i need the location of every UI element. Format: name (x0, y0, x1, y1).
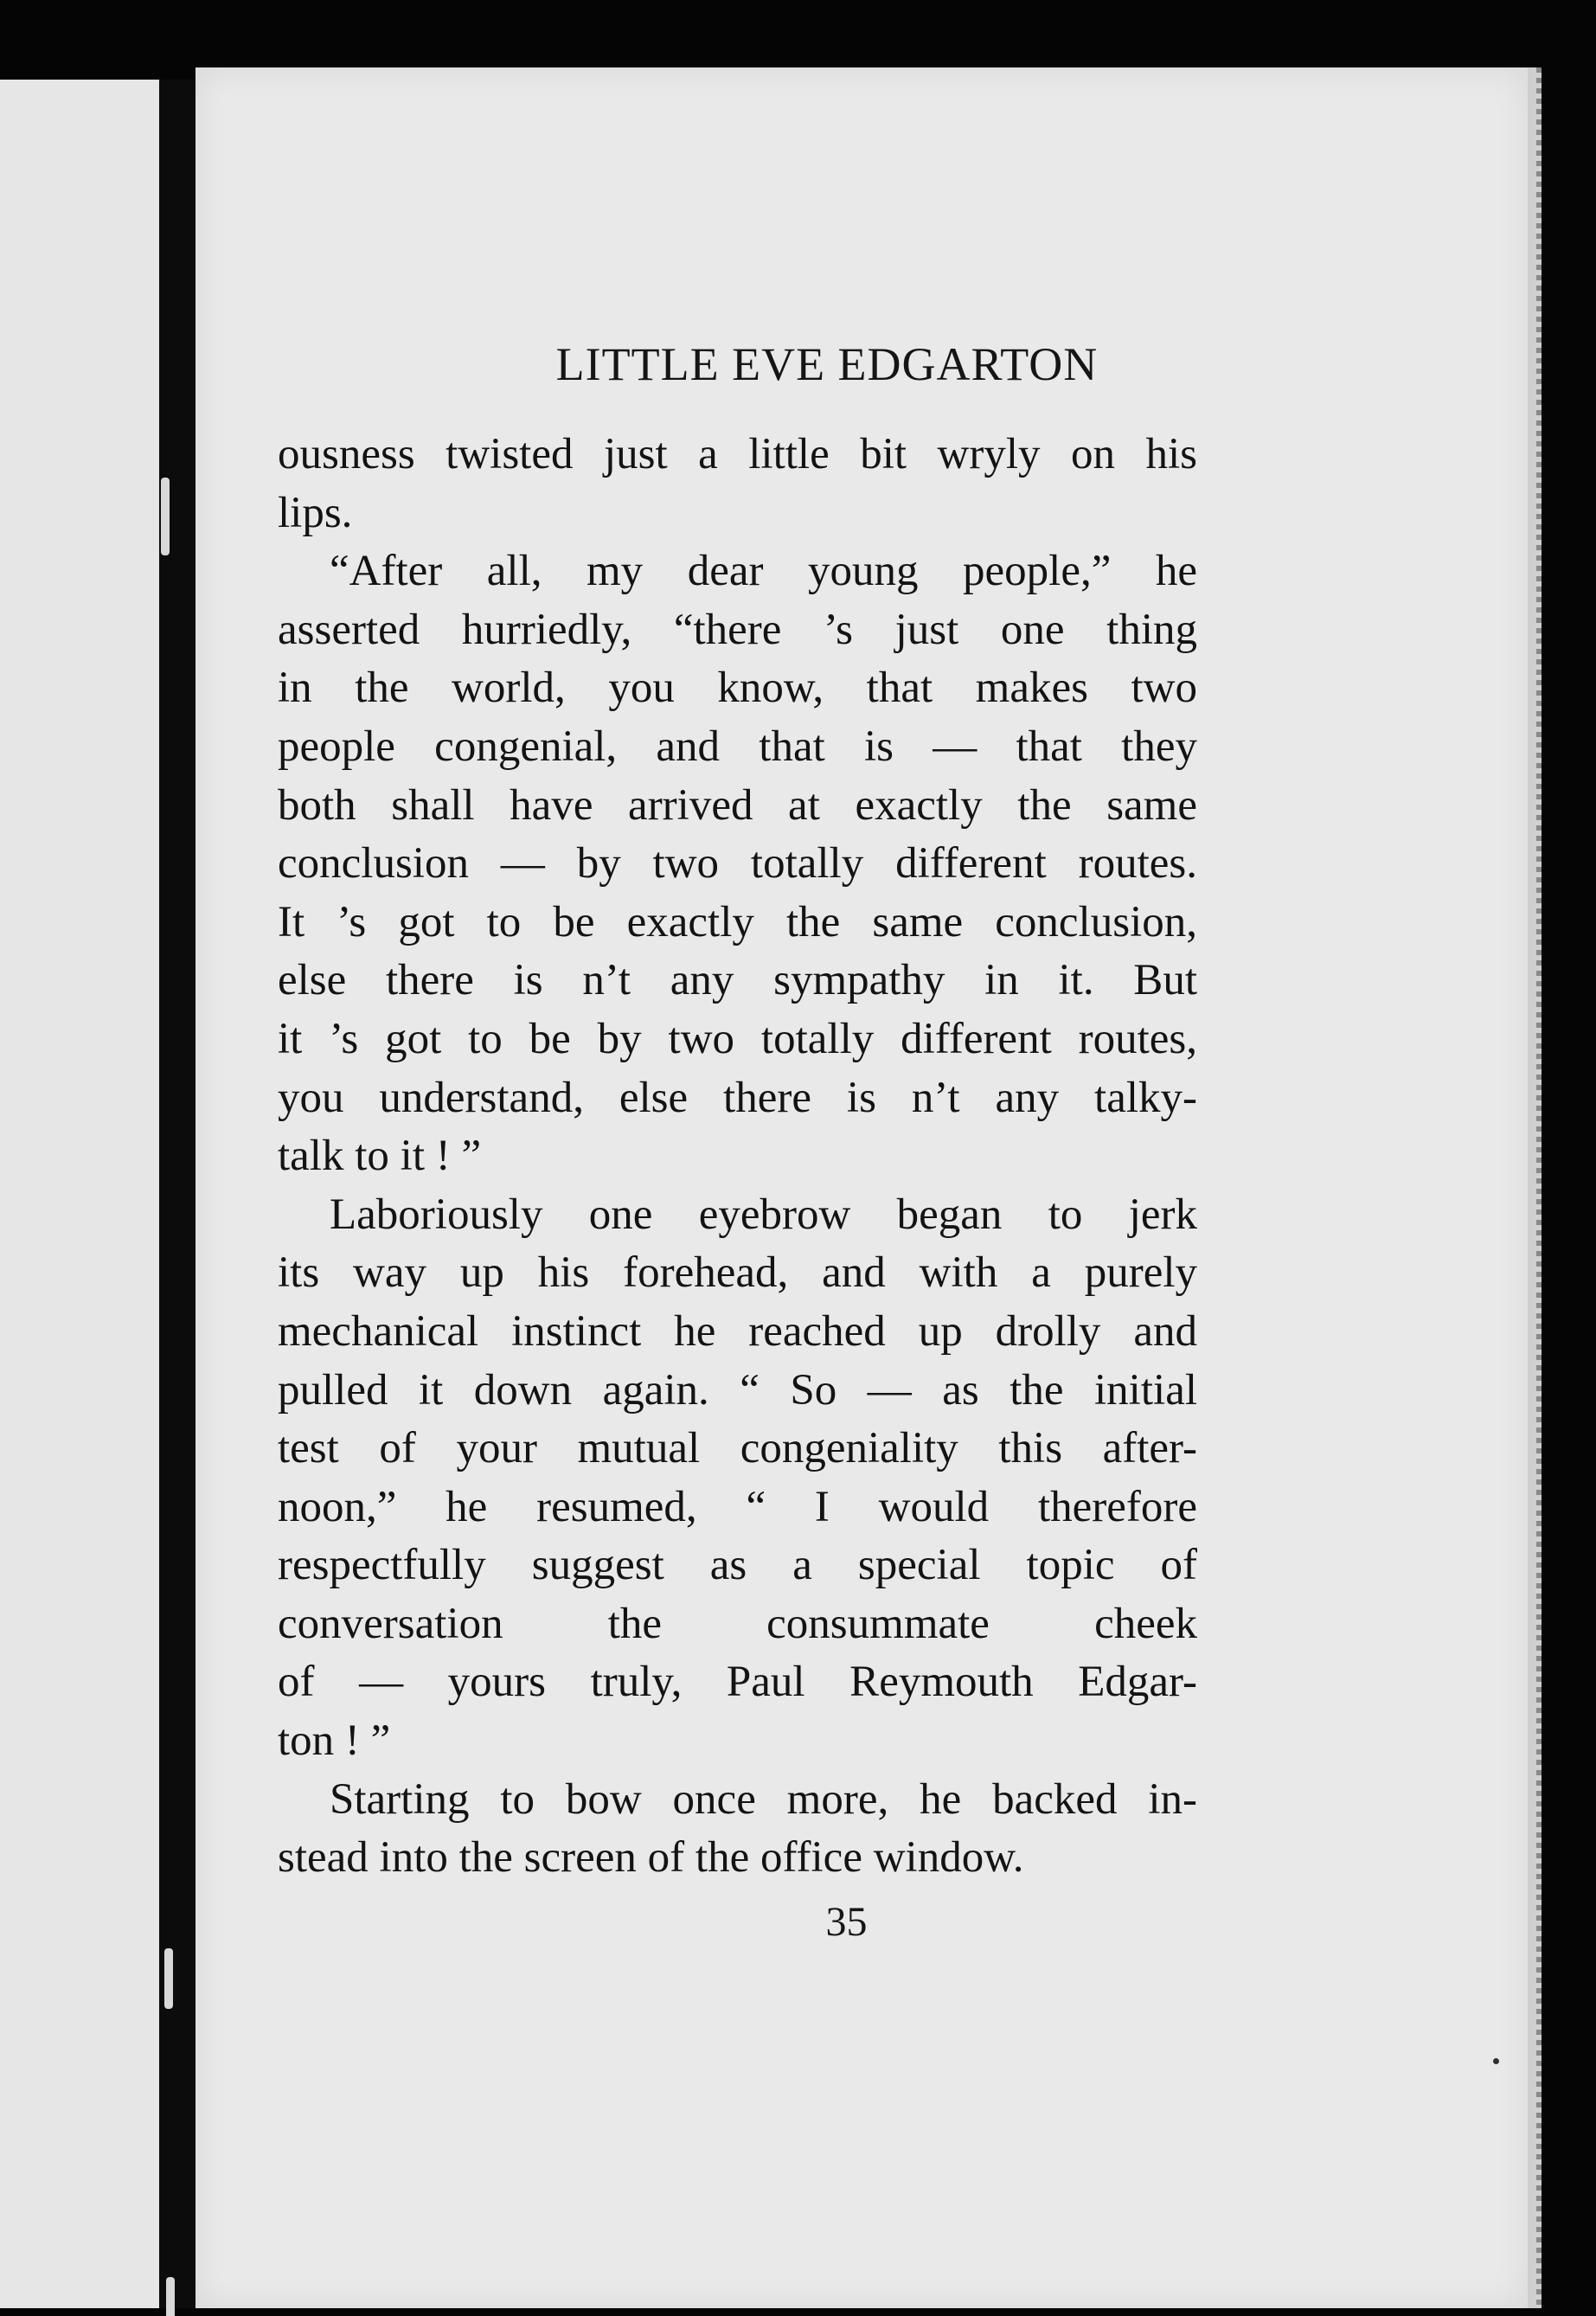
running-head: LITTLE EVE EDGARTON (555, 338, 1099, 390)
paragraph-eyebrow (278, 1186, 1197, 1771)
text-line: noon,” he resumed, “ I would therefore (278, 1482, 1197, 1531)
text-line: respectfully suggest as a special topic of (278, 1541, 1197, 1590)
text-line: lips. (278, 488, 353, 537)
text-line: of — yours truly, Paul Reymouth Edgar- (278, 1658, 1197, 1707)
text-line: stead into the screen of the office window. (278, 1833, 1024, 1883)
text-line: “After all, my dear young people,” he (330, 547, 1197, 596)
text-line: pulled it down again. “ So — as the initial (278, 1365, 1197, 1415)
paragraph-continuation (278, 426, 1197, 542)
text-line: asserted hurriedly, “there ’s just one thing (278, 605, 1197, 654)
text-line: its way up his forehead, and with a purely (278, 1248, 1197, 1298)
text-line: you understand, else there is n’t any talky- (278, 1073, 1197, 1122)
text-line: it ’s got to be by two totally different routes, (278, 1014, 1197, 1063)
text-line: ousness twisted just a little bit wryly on his (278, 430, 1197, 478)
text-line: both shall have arrived at exactly the same (278, 780, 1197, 830)
scan-speck (1493, 2058, 1499, 2064)
binding-notch-bottom (166, 2277, 175, 2316)
text-line: It ’s got to be exactly the same conclusion, (278, 897, 1197, 946)
book-page (195, 67, 1536, 2308)
text-line: Starting to bow once more, he backed in- (330, 1774, 1197, 1824)
text-line: conclusion — by two totally different routes. (278, 839, 1197, 889)
binding-notch-middle (164, 1948, 173, 2009)
binding-notch-top (161, 478, 170, 555)
text-line: Laboriously one eyebrow began to jerk (330, 1190, 1197, 1239)
text-line: else there is n’t any sympathy in it. But (278, 956, 1197, 1005)
text-line: ton ! ” (278, 1716, 391, 1766)
paragraph-final (278, 1771, 1197, 1888)
paragraph-dialogue (278, 542, 1197, 1186)
text-line: test of your mutual congeniality this after- (278, 1424, 1197, 1473)
page-text (278, 426, 1197, 1888)
text-line: in the world, you know, that makes two (278, 664, 1197, 713)
page-number: 35 (825, 1899, 868, 1945)
text-line: talk to it ! ” (278, 1132, 482, 1181)
text-line: conversation the consummate cheek (278, 1599, 1197, 1648)
text-line: mechanical instinct he reached up drolly and (278, 1306, 1197, 1356)
left-facing-page (0, 80, 159, 2308)
text-line: people congenial, and that is — that they (278, 722, 1197, 771)
book-binding (159, 80, 199, 2308)
